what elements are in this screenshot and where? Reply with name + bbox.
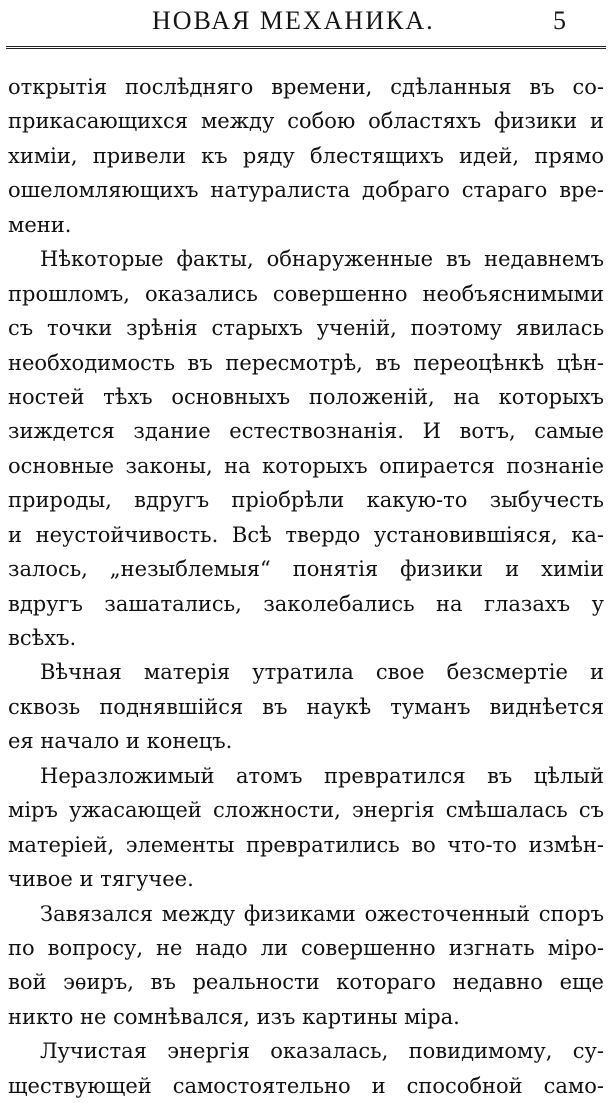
page-header xyxy=(0,0,612,52)
text-line: ея начало и конецъ. xyxy=(8,729,233,754)
text-line: всѣхъ. xyxy=(8,626,77,650)
text-line: химіи, привели къ ряду блестящихъ идей, прямо xyxy=(8,143,604,168)
text-line: открытія послѣдняго времени, сдѣланныя въ со- xyxy=(8,75,604,99)
running-title: НОВАЯ МЕХАНИКА. xyxy=(152,6,435,35)
text-line: ностей тѣхъ основныхъ положеній, на которыхъ xyxy=(8,384,604,409)
text-line: мени. xyxy=(8,212,72,237)
text-line: основные законы, на которыхъ опирается познаніе xyxy=(8,453,604,478)
text-line: никто не сомнѣвался, изъ картины міра. xyxy=(8,1004,460,1029)
text-line: и неустойчивость. Всѣ твердо установившіяся, ка- xyxy=(8,522,604,547)
text-line: прошломъ, оказались совершенно необъяснимыми xyxy=(8,281,604,306)
text-line: залось, „незыблемыя“ понятія физики и химіи xyxy=(8,557,604,582)
text-line: по вопросу, не надо ли совершенно изгнать міро- xyxy=(8,935,604,960)
body-text xyxy=(8,70,604,1103)
text-line: Неразложимый атомъ превратился въ цѣлый xyxy=(40,763,604,788)
text-line: природы, вдругъ пріобрѣли какую-то зыбучесть xyxy=(8,488,604,513)
text-line: Нѣкоторые факты, обнаруженные въ недавнемъ xyxy=(40,247,604,272)
text-line: съ точки зрѣнія старыхъ ученій, поэтому явилась xyxy=(8,316,604,341)
header-rule xyxy=(6,46,606,49)
text-line: ществующей самостоятельно и способной само- xyxy=(8,1073,604,1098)
text-line: вдругъ зашатались, заколебались на глазахъ у xyxy=(8,591,604,616)
text-line: міръ ужасающей сложности, энергія смѣшалась съ xyxy=(8,798,604,823)
text-line: сквозь поднявшійся въ наукѣ туманъ виднѣется xyxy=(8,694,604,719)
text-line: вой эѳиръ, въ реальности котораго недавно еще xyxy=(8,970,604,995)
text-line: ошеломляющихъ натуралиста добраго стараго вре- xyxy=(8,178,604,203)
text-line: Вѣчная матерія утратила свое безсмертіе и xyxy=(40,660,604,685)
page-number: 5 xyxy=(553,6,566,35)
text-line: матеріей, элементы превратились во что-то измѣн- xyxy=(8,832,604,857)
text-line: необходимость въ пересмотрѣ, въ переоцѣнкѣ цѣн- xyxy=(8,350,604,375)
text-line: Завязался между физиками ожесточенный споръ xyxy=(40,901,604,926)
text-line: прикасающихся между собою областяхъ физики и xyxy=(8,109,604,134)
text-line: чивое и тягучее. xyxy=(8,867,194,892)
text-line: зиждется здание естествознанія. И вотъ, самые xyxy=(8,419,604,444)
text-line: Лучистая энергія оказалась, повидимому, су- xyxy=(40,1039,604,1064)
